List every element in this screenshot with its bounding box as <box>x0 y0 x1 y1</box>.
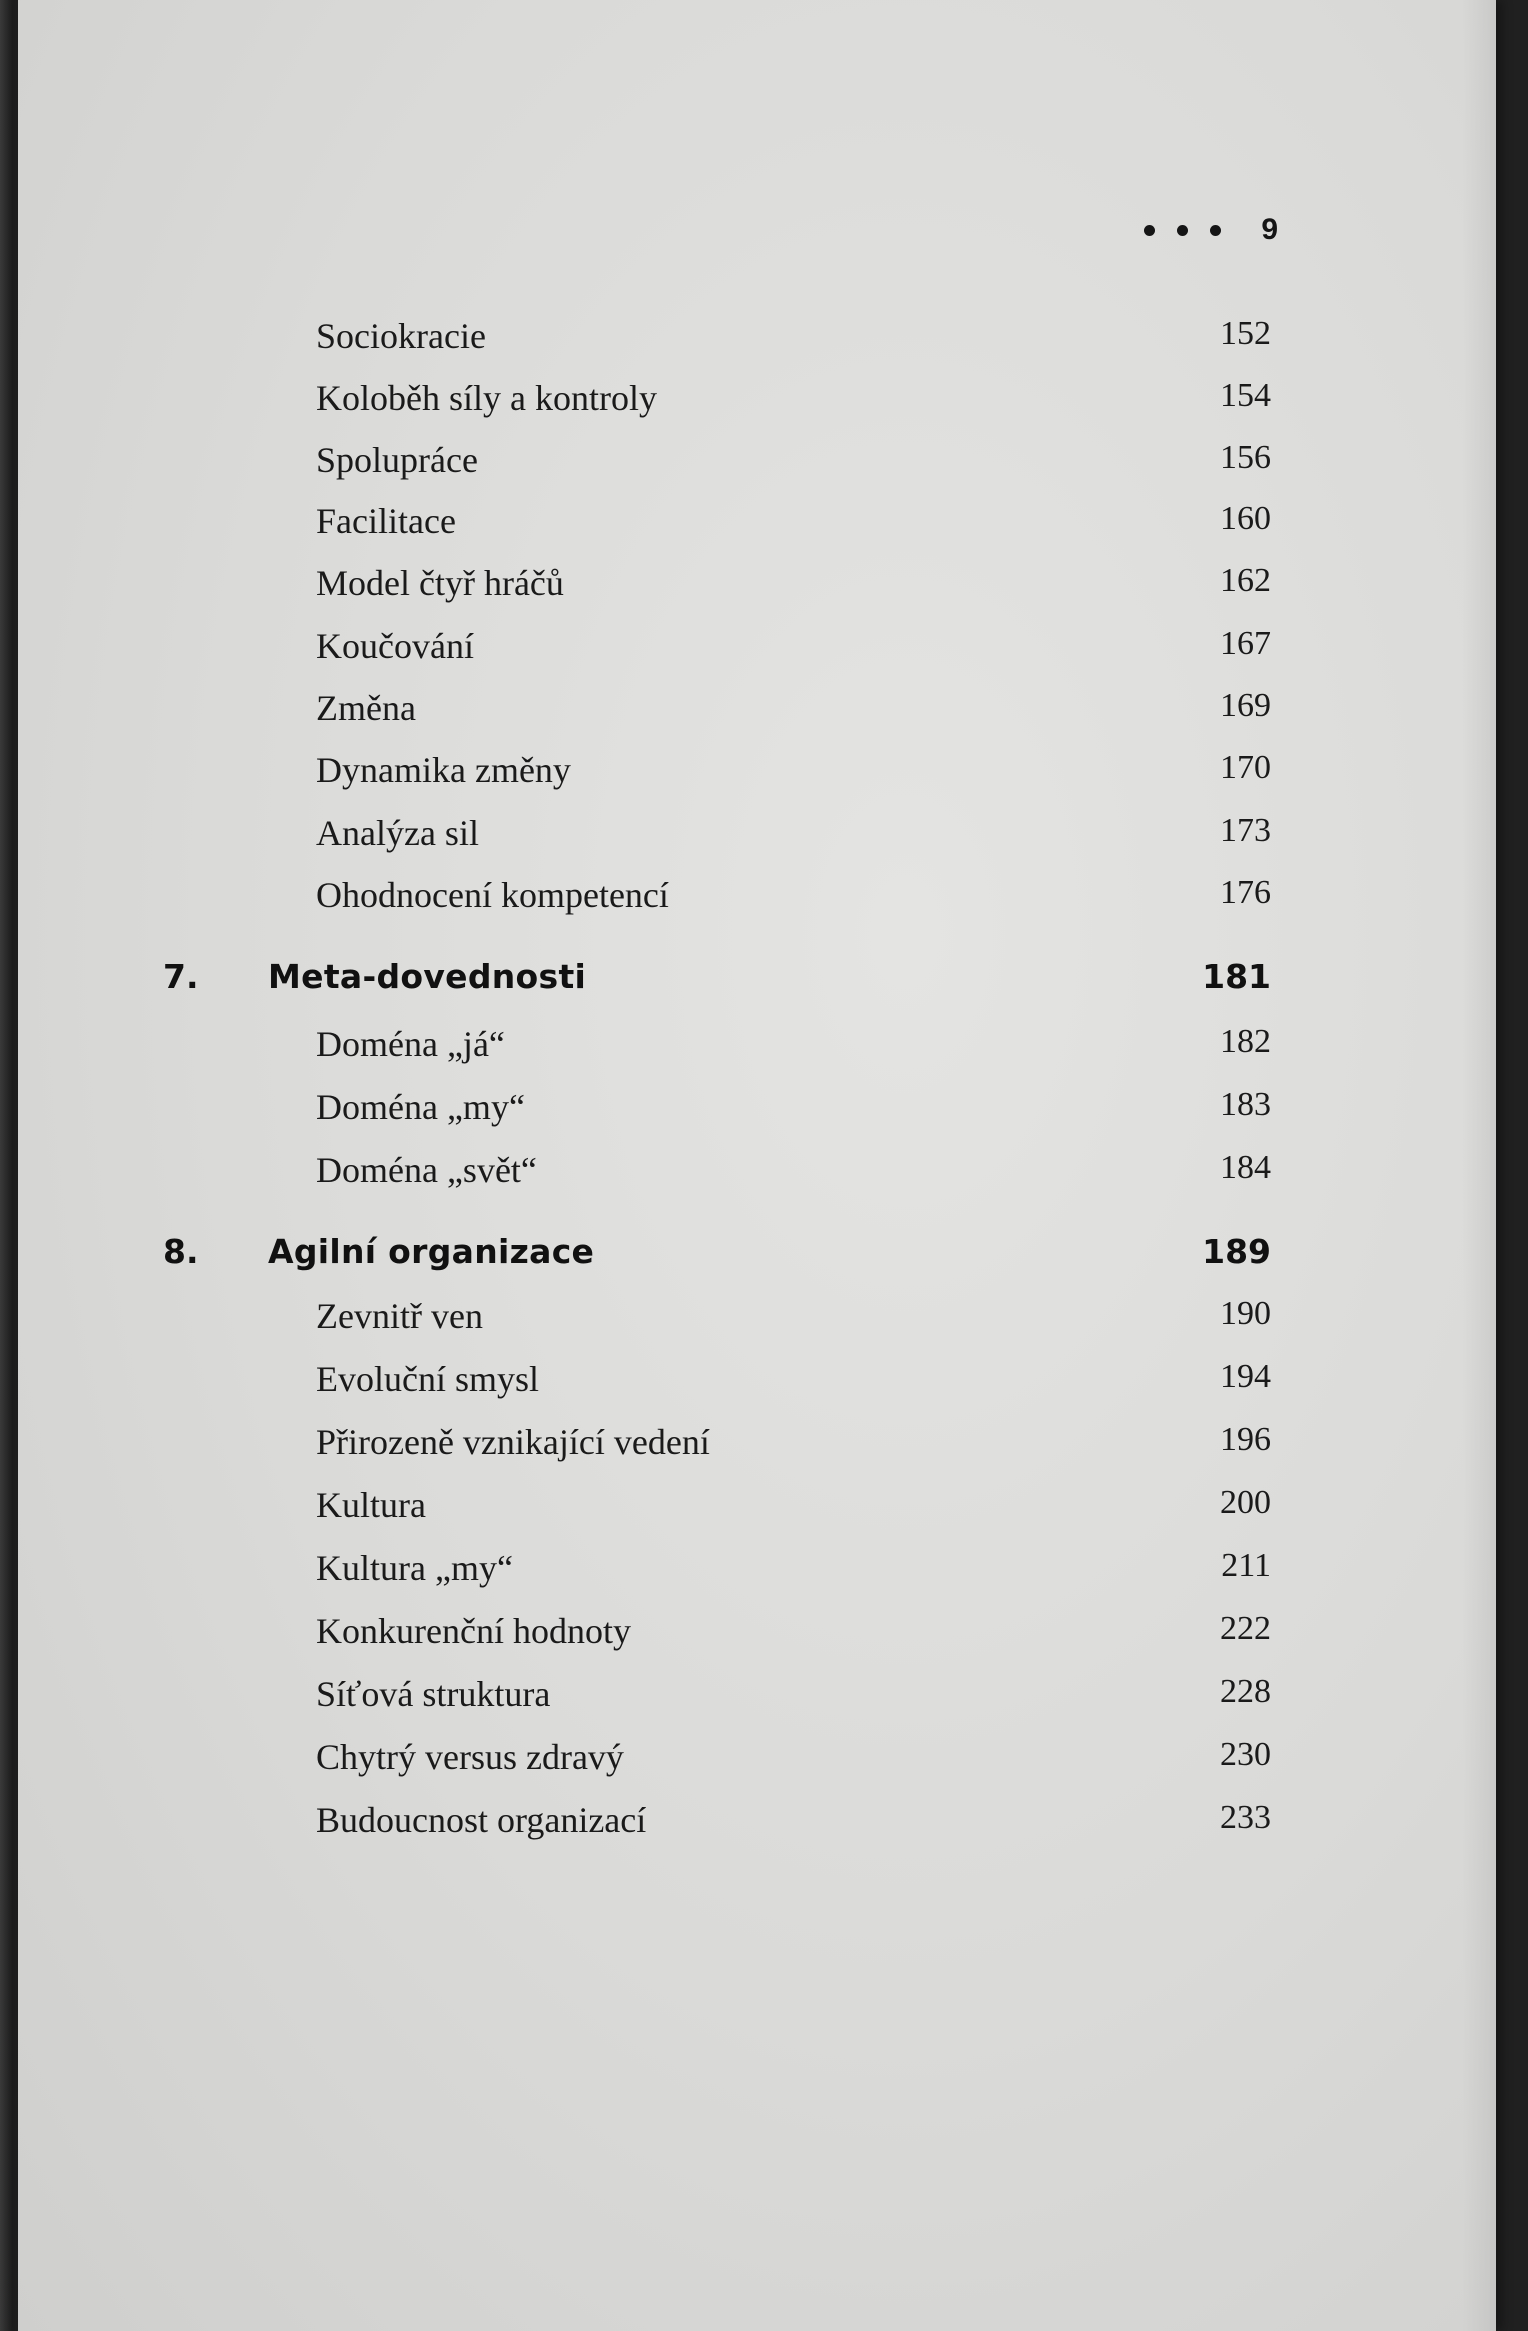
chapter-page-number: 181 <box>1202 957 1271 996</box>
entry-page-number: 183 <box>1220 1086 1271 1123</box>
entry-page-number: 182 <box>1220 1023 1271 1060</box>
toc-entry-row <box>18 874 1496 930</box>
toc-chapter-row <box>18 957 1496 1013</box>
chapter-number: 7. <box>163 957 199 996</box>
toc-entry-row <box>18 1358 1496 1414</box>
entry-page-number: 176 <box>1220 874 1271 911</box>
chapter-title: Agilní organizace <box>268 1232 595 1271</box>
entry-title: Facilitace <box>316 501 456 541</box>
entry-page-number: 211 <box>1221 1547 1271 1584</box>
entry-page-number: 200 <box>1220 1484 1271 1521</box>
toc-chapter-row <box>18 1232 1496 1288</box>
toc-entry-row <box>18 1421 1496 1477</box>
entry-page-number: 173 <box>1220 812 1271 849</box>
entry-title: Přirozeně vznikající vedení <box>316 1422 710 1462</box>
entry-page-number: 190 <box>1220 1295 1271 1332</box>
entry-title: Chytrý versus zdravý <box>316 1737 624 1777</box>
toc-entry-row <box>18 1736 1496 1792</box>
entry-page-number: 230 <box>1220 1736 1271 1773</box>
entry-page-number: 162 <box>1220 562 1271 599</box>
toc-entry-row <box>18 1149 1496 1205</box>
toc-entry-row <box>18 749 1496 805</box>
entry-page-number: 228 <box>1220 1673 1271 1710</box>
entry-title: Evoluční smysl <box>316 1359 539 1399</box>
entry-title: Sociokracie <box>316 316 486 356</box>
toc-entry-row <box>18 1484 1496 1540</box>
entry-page-number: 222 <box>1220 1610 1271 1647</box>
entry-title: Ohodnocení kompetencí <box>316 875 669 915</box>
toc-entry-row <box>18 687 1496 743</box>
entry-title: Koloběh síly a kontroly <box>316 378 657 418</box>
page-number: 9 <box>1261 213 1278 246</box>
entry-page-number: 154 <box>1220 377 1271 414</box>
toc-entry-row <box>18 1673 1496 1729</box>
entry-title: Dynamika změny <box>316 750 571 790</box>
entry-title: Změna <box>316 688 416 728</box>
entry-title: Analýza sil <box>316 813 479 853</box>
toc-entry-row <box>18 812 1496 868</box>
entry-page-number: 167 <box>1220 625 1271 662</box>
toc-entry-row <box>18 1610 1496 1666</box>
entry-page-number: 170 <box>1220 749 1271 786</box>
entry-title: Doména „svět“ <box>316 1150 537 1190</box>
entry-page-number: 194 <box>1220 1358 1271 1395</box>
entry-page-number: 184 <box>1220 1149 1271 1186</box>
entry-title: Model čtyř hráčů <box>316 563 564 603</box>
toc-entry-row <box>18 1023 1496 1079</box>
entry-page-number: 152 <box>1220 315 1271 352</box>
entry-title: Spolupráce <box>316 440 478 480</box>
toc-entry-row <box>18 500 1496 556</box>
toc-entry-row <box>18 562 1496 618</box>
table-of-contents <box>18 0 1496 2331</box>
entry-title: Síťová struktura <box>316 1674 551 1714</box>
toc-entry-row <box>18 377 1496 433</box>
entry-title: Konkurenční hodnoty <box>316 1611 631 1651</box>
toc-entry-row <box>18 1086 1496 1142</box>
chapter-title: Meta-dovednosti <box>268 957 587 996</box>
entry-title: Koučování <box>316 626 474 666</box>
entry-title: Zevnitř ven <box>316 1296 483 1336</box>
toc-entry-row <box>18 625 1496 681</box>
toc-entry-row <box>18 1799 1496 1855</box>
chapter-number: 8. <box>163 1232 199 1271</box>
entry-title: Doména „my“ <box>316 1087 525 1127</box>
toc-entry-row <box>18 439 1496 495</box>
entry-title: Kultura „my“ <box>316 1548 513 1588</box>
entry-page-number: 169 <box>1220 687 1271 724</box>
entry-page-number: 160 <box>1220 500 1271 537</box>
entry-title: Budoucnost organizací <box>316 1800 647 1840</box>
entry-page-number: 196 <box>1220 1421 1271 1458</box>
chapter-page-number: 189 <box>1202 1232 1271 1271</box>
toc-entry-row <box>18 1295 1496 1351</box>
toc-entry-row <box>18 315 1496 371</box>
entry-title: Doména „já“ <box>316 1024 505 1064</box>
entry-page-number: 233 <box>1220 1799 1271 1836</box>
entry-page-number: 156 <box>1220 439 1271 476</box>
book-page <box>18 0 1496 2331</box>
entry-title: Kultura <box>316 1485 426 1525</box>
toc-entry-row <box>18 1547 1496 1603</box>
